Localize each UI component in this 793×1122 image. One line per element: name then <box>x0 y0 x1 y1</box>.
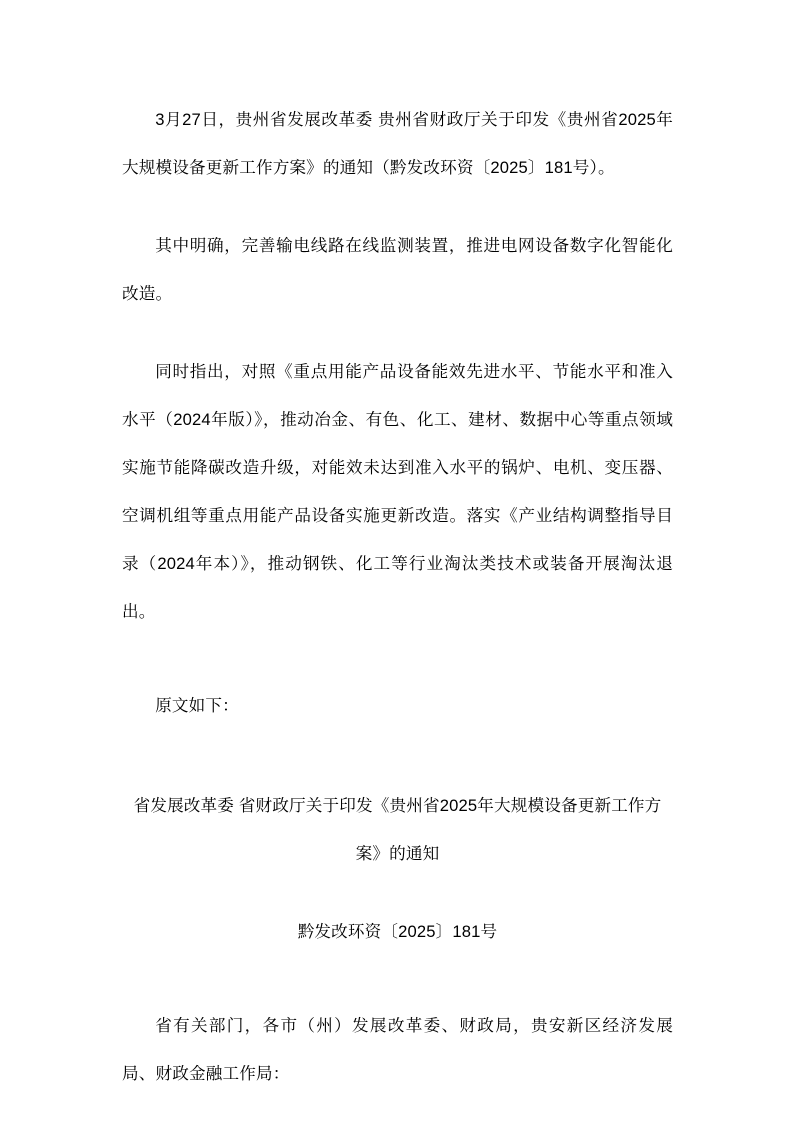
notice-title: 省发展改革委 省财政厅关于印发《贵州省2025年大规模设备更新工作方案》的通知 <box>133 796 662 863</box>
paragraph-spacer <box>122 956 673 1002</box>
paragraph-addressees: 省有关部门，各市（州）发展改革委、财政局，贵安新区经济发展局、财政金融工作局： <box>122 1016 673 1083</box>
paragraph-spacer <box>122 318 673 348</box>
document-body <box>122 96 673 1098</box>
paragraph-clarification: 其中明确，完善输电线路在线监测装置，推进电网设备数字化智能化改造。 <box>122 236 673 303</box>
paragraph-spacer <box>122 636 673 682</box>
paragraph-lead: 3月27日，贵州省发展改革委 贵州省财政厅关于印发《贵州省2025年大规模设备更新工作方案》的通知（黔发改环资〔2025〕181号）。 <box>122 110 673 177</box>
paragraph-directive: 同时指出，对照《重点用能产品设备能效先进水平、节能水平和准入水平（2024年版）》，推动冶金、有色、化工、建材、数据中心等重点领域实施节能降碳改造升级，对能效未达到准入水平的锅炉、电机、变压器、空调机组等重点用能产品设备实施更新改造。落实《产业结构调整指导目录（2024年本）》，推动钢铁、化工等行业淘汰类技术或装备开展淘汰退出。 <box>122 362 673 621</box>
original-text-label: 原文如下： <box>155 696 239 715</box>
paragraph-spacer <box>122 730 673 782</box>
paragraph-spacer <box>122 192 673 222</box>
paragraph-spacer <box>122 878 673 908</box>
notice-document-number: 黔发改环资〔2025〕181号 <box>297 922 498 941</box>
